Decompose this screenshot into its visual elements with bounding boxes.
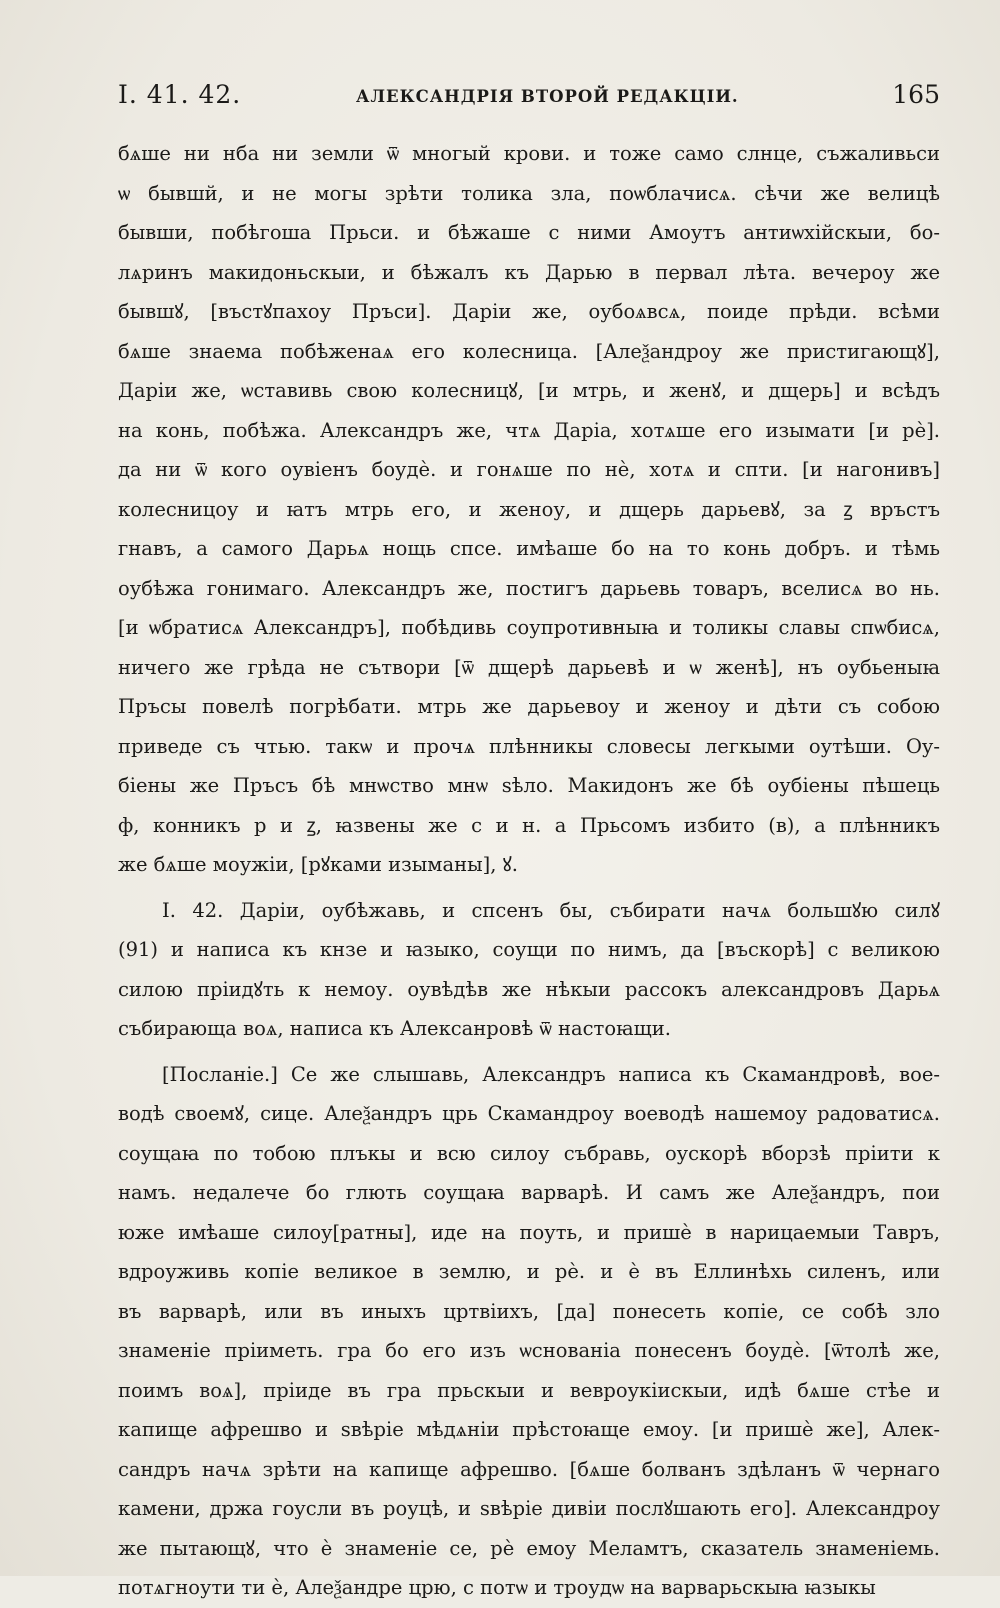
- text-line: ничего же грѣда не сътвори [ѿ дщерѣ дарьевѣ и ѡ женѣ], нъ оубьеныꙗ: [118, 655, 940, 679]
- text-line: Пръсы повелѣ погрѣбати. мтрь же дарьевоу и женоу и дѣти съ собою: [118, 695, 940, 718]
- text-line: камени, држа гоусли въ роуцѣ, и ѕвѣріе дивіи послꙋшають его]. Александроу: [118, 1497, 940, 1520]
- text-line: колесницоу и ꙗтъ мтрь его, и женоу, и дщерь дарьевꙋ, за ꙁ връстъ: [118, 497, 940, 521]
- paragraph-41: [118, 134, 940, 885]
- text-line: (91) и написа къ кнзе и ꙗзыко, соущи по нимъ, да [въскорѣ] с великою: [118, 938, 940, 961]
- text-line: приведе съ чтью. такѡ и прочѧ плѣнникы словесы легкыми оутѣши. Оу-: [118, 734, 940, 758]
- text-line: гнавъ, а самого Дарьѧ нощь спсе. имѣаше бо на то конь добръ. и тѣмь: [118, 537, 940, 560]
- text-line: [Посланіе.] Се же слышавь, Александръ написа къ Скамандровѣ, вое-: [162, 1062, 940, 1086]
- text-line: събирающа воѧ, написа къ Алексанровѣ ѿ настоꙗщи.: [118, 1017, 671, 1040]
- text-line: I. 42. Даріи, оубѣжавь, и спсенъ бы, събирати начѧ большꙋю силꙋ: [162, 898, 940, 922]
- text-line: соущаꙗ по тобою плъкы и всю силоу събравь, оускорѣ вборзѣ пріити к: [118, 1141, 940, 1165]
- text-line: біены же Пръсъ бѣ мнѡство мнѡ ѕѣло. Макидонъ же бѣ оубіены пѣшець: [118, 774, 940, 797]
- text-line: капище афрешво и ѕвѣріе мѣдѧніи прѣстоꙗще емоу. [и пришѐ же], Алек-: [118, 1418, 940, 1441]
- text-line: лѧринъ макидоньскыи, и бѣжалъ къ Дарью в первал лѣта. вечероу же: [118, 260, 940, 284]
- text-line: въ варварѣ, или въ иныхъ цртвіихъ, [да] понесеть копіе, се собѣ зло: [118, 1299, 940, 1323]
- text-line: юже имѣаше силоу[ратны], иде на поуть, и пришѐ в нарицаемыи Тавръ,: [118, 1220, 940, 1244]
- text-line: бѧше ни нба ни земли ѿ многый крови. и тоже само слнце, съжаливьси: [118, 142, 940, 165]
- text-line: бѧше знаема побѣженаѧ его колесница. [Алеѯандроу же пристигающꙋ],: [118, 339, 940, 363]
- text-line: бывшꙋ, [въстꙋпахоу Пръси]. Даріи же, оубоѧвсѧ, поиде прѣди. всѣми: [118, 300, 940, 323]
- text-line: водѣ своемꙋ, сице. Алеѯандръ црь Скамандроу воеводѣ нашемоу радоватисѧ.: [118, 1102, 940, 1125]
- text-line: [и ѡбратисѧ Александръ], побѣдивь соупротивныꙗ и толикы славы спѡбисѧ,: [118, 616, 940, 639]
- text-line: силою пріидꙋть к немоу. оувѣдѣв же нѣкыи рассокъ александровъ Дарьѧ: [118, 977, 940, 1001]
- body-text: [118, 134, 940, 1608]
- running-head: [118, 80, 940, 114]
- text-line: знаменіе пріиметь. гра бо его изъ ѡснованіа понесенъ боудѐ. [ѿтолѣ же,: [118, 1339, 940, 1362]
- text-line: же пытающꙋ, что ѐ знаменіе се, рѐ емоу Меламтъ, сказатель знаменіемь.: [118, 1536, 940, 1560]
- text-line: да ни ѿ кого оувіенъ боудѐ. и гонѧше по нѐ, хотѧ и спти. [и нагонивъ]: [118, 458, 940, 481]
- text-line: на конь, побѣжа. Александръ же, чтѧ Даріа, хотѧше его изымати [и рѐ].: [118, 418, 940, 442]
- text-line: потѧгноути ти ѐ, Алеѯандре црю, с потѡ и троудѡ на варварьскыꙗ ꙗзыкы: [118, 1576, 876, 1599]
- text-line: ѡ бывшй, и не могы зрѣти толика зла, поѡблачисѧ. сѣчи же велицѣ: [118, 181, 940, 205]
- paragraph-letter: [118, 1055, 940, 1608]
- text-line: Даріи же, ѡставивь свою колесницꙋ, [и мтрь, и женꙋ, и дщерь] и всѣдъ: [118, 379, 940, 402]
- paragraph-42: [118, 891, 940, 1049]
- text-line: же бѧше моужіи, [рꙋками изыманы], ꙋ.: [118, 853, 518, 876]
- text-line: бывши, побѣгоша Прьси. и бѣжаше с ними Амоутъ антиѡхійскыи, бо-: [118, 221, 940, 244]
- text-line: сандръ начѧ зрѣти на капище афрешво. [бѧше болванъ здѣланъ ѿ чернаго: [118, 1457, 940, 1481]
- text-line: поимъ воѧ], пріиде въ гра прьскыи и вевроукіискыи, идѣ бѧше стѣе и: [118, 1378, 940, 1402]
- text-line: оубѣжа гонимаго. Александръ же, постигъ дарьевь товаръ, вселисѧ во нь.: [118, 576, 940, 600]
- running-title: АЛЕКСАНДРІЯ ВТОРОЙ РЕДАКЦІИ.: [356, 87, 739, 106]
- text-line: вдроуживь копіе великое в землю, и рѐ. и ѐ въ Еллинѣхь силенъ, или: [118, 1260, 940, 1283]
- text-line: ф, конникъ р и ꙁ, ꙗзвены же с и н. а Прьсомъ избито (в), а плѣнникъ: [118, 813, 940, 837]
- text-line: намъ. недалече бо глють соущаꙗ варварѣ. И самъ же Алеѯандръ, пои: [118, 1181, 940, 1204]
- page-number: 165: [892, 80, 940, 109]
- section-reference: I. 41. 42.: [118, 80, 242, 109]
